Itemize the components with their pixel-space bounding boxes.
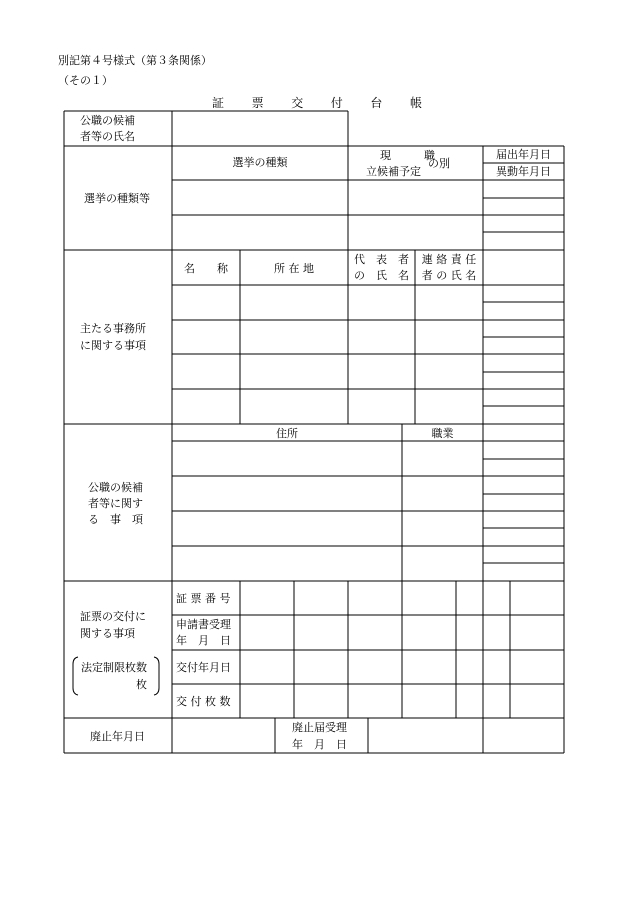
application-receipt-label-1: 申請書受理 [176, 618, 231, 631]
page-title [212, 94, 422, 111]
legal-limit-label: 法定制限枚数 [81, 661, 147, 674]
abolition-receipt-label-2: 年 月 日 [292, 738, 347, 751]
candidate-name-label-2: 者等の氏名 [80, 130, 135, 143]
election-status-top: 現 職 [380, 149, 435, 162]
title-char: 交 [291, 96, 304, 110]
form-part-label: （その１） [58, 74, 113, 87]
filed-date-header: 届出年月日 [496, 148, 551, 161]
title-char: 証 [212, 96, 225, 110]
candidate-name-label-1: 公職の候補 [80, 114, 135, 127]
office-address-header: 所 在 地 [274, 262, 314, 275]
candidate-address-header: 住所 [276, 427, 298, 440]
election-status-suffix: の別 [428, 157, 450, 170]
issue-date-label: 交付年月日 [176, 661, 231, 674]
candidate-name-field[interactable] [173, 112, 347, 145]
candidate-occupation-header: 職業 [431, 427, 454, 440]
candidate-row-label-3: る 事 項 [88, 513, 143, 526]
change-date-header: 異動年月日 [496, 165, 551, 178]
application-receipt-label-2: 年 月 日 [176, 634, 231, 647]
title-char: 票 [251, 96, 264, 110]
office-row-label-2: に関する事項 [80, 339, 146, 352]
candidate-row-label-1: 公職の候補 [88, 481, 143, 494]
office-contact-header-1: 連 絡 責 任 [421, 253, 477, 266]
issuance-row-label-1: 証票の交付に [80, 610, 146, 623]
election-row-label: 選挙の種類等 [84, 192, 150, 205]
candidate-row-label-2: 者等に関す [88, 497, 143, 510]
abolition-receipt-label-1: 廃止届受理 [292, 721, 347, 734]
issuance-row-label-2: 関する事項 [80, 627, 135, 640]
office-rep-header-2: の 氏 名 [354, 269, 409, 282]
legal-limit-unit: 枚 [136, 678, 147, 691]
certificate-number-label: 証 票 番 号 [176, 592, 231, 605]
title-char: 帳 [409, 96, 422, 110]
office-row-label-1: 主たる事務所 [80, 322, 146, 335]
office-name-header: 名 称 [184, 262, 228, 275]
office-rep-header-1: 代 表 者 [354, 253, 409, 266]
title-char: 台 [370, 96, 383, 110]
office-contact-header-2: 者 の 氏 名 [421, 269, 477, 282]
issue-count-label: 交 付 枚 数 [176, 695, 231, 708]
election-status-bottom: 立候補予定 [366, 165, 421, 178]
abolition-date-label: 廃止年月日 [90, 730, 145, 743]
form-number-label: 別記第４号様式（第３条関係） [58, 54, 212, 67]
title-char: 付 [330, 96, 343, 110]
election-type-header: 選挙の種類 [232, 156, 288, 169]
